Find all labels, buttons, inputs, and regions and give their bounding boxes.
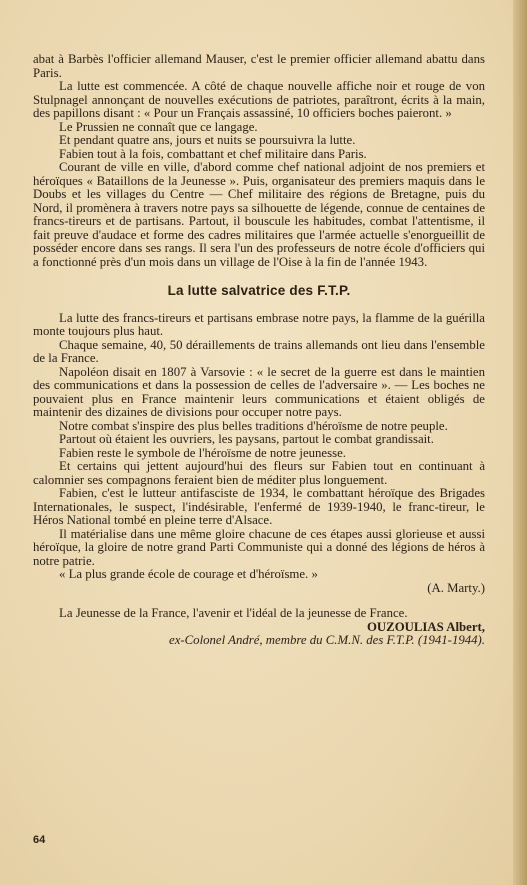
paragraph-6: Courant de ville en ville, d'abord comme chef national adjoint de nos premiers et héroïques « Bataillons de la Jeunesse ». Puis, organisateur des premiers maquis dans le Doubs et les villages du Centre — Chef militaire des régions de Bretagne, puis du Nord, il promènera à travers notre pays sa silhouette de légende, connue de centaines de francs-tireurs et de partisans. Partout, il bouscule les habitudes, combat l'attentisme, il fait preuve d'audace et forme des cadres militaires que l'armée actuelle s'enorgueillit de posséder encore dans ses rangs. Il sera l'un des professeurs de notre école d'officiers qui a fonctionné près d'un mois dans un village de l'Oise à la fin de l'année 1943. xyxy=(33,160,485,269)
paragraph-15: Il matérialise dans une même gloire chacune de ces étapes aussi glorieuse et aussi héroïque, la gloire de notre grand Parti Communiste qui a donné des légions de héros à notre patrie. xyxy=(33,526,485,568)
paragraph-11: Partout où étaient les ouvriers, les paysans, partout le combat grandissait. xyxy=(59,432,434,446)
paragraph-13: Et certains qui jettent aujourd'hui des fleurs sur Fabien tout en continuant à calomnier ses compagnons feraient bien de méditer plus longuement. xyxy=(33,459,485,487)
paragraph-7: La lutte des francs-tireurs et partisans embrase notre pays, la flamme de la guérilla monte toujours plus haut. xyxy=(33,310,485,338)
paragraph-9: Napoléon disait en 1807 à Varsovie : « le secret de la guerre est dans le maintien des communications et dans la possession de celles de l'adversaire ». — Les boches ne pouvaient plus en France maintenir leurs communications et étaient obligés de maintenir des dizaines de divisions pour occuper notre pays. xyxy=(33,364,485,419)
paragraph-10: Notre combat s'inspire des plus belles traditions d'héroïsme de notre peuple. xyxy=(59,418,448,433)
paragraph-14: Fabien, c'est le lutteur antifasciste de 1934, le combattant héroïque des Brigades Internationales, le suspect, l'indésirable, l'enfermé de 1939-1940, le franc-tireur, le Héros National tombé en pleine terre d'Alsace. xyxy=(33,486,485,527)
paragraph-1: abat à Barbès l'officier allemand Mauser, c'est le premier officier allemand abattu dans Paris. xyxy=(33,52,485,80)
quote-line: « La plus grande école de courage et d'héroïsme. » xyxy=(59,567,318,581)
page-spine-shadow xyxy=(513,0,527,885)
paragraph-8: Chaque semaine, 40, 50 déraillements de trains allemands ont lieu dans l'ensemble de la France. xyxy=(33,337,485,365)
quote-attribution: (A. Marty.) xyxy=(427,580,485,595)
page-number: 64 xyxy=(33,834,46,846)
paragraph-4: Et pendant quatre ans, jours et nuits se poursuivra la lutte. xyxy=(59,133,356,147)
author-name: OUZOULIAS Albert, xyxy=(366,619,485,634)
page-text-body xyxy=(33,53,485,648)
closing-paragraph: La Jeunesse de la France, l'avenir et l'idéal de la jeunesse de France. xyxy=(59,606,408,620)
author-title: ex-Colonel André, membre du C.M.N. des F.T.P. (1941-1944). xyxy=(169,633,485,647)
section-heading: La lutte salvatrice des F.T.P. xyxy=(167,283,351,298)
paragraph-2: La lutte est commencée. A côté de chaque nouvelle affiche noir et rouge de von Stulpnagel annonçant de nouvelles exécutions de patriotes, paraîtront, écrits à la main, des papillons disant : « Pour un Français assassiné, 10 officiers boches paieront. » xyxy=(33,79,485,120)
paragraph-5: Fabien tout à la fois, combattant et chef militaire dans Paris. xyxy=(59,146,367,161)
paragraph-12: Fabien reste le symbole de l'héroïsme de notre jeunesse. xyxy=(59,445,346,460)
paragraph-3: Le Prussien ne connaît que ce langage. xyxy=(59,119,258,134)
